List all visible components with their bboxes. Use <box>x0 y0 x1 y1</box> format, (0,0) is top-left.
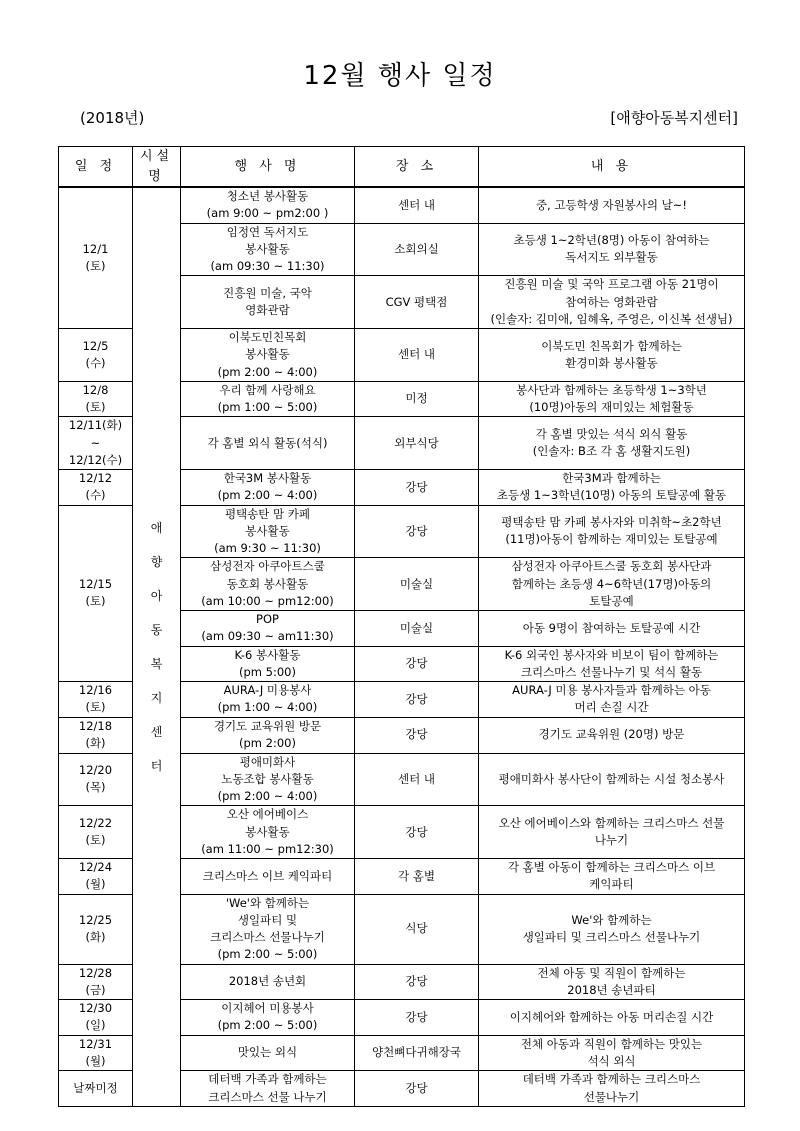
date-line: 12/15 <box>78 577 113 591</box>
place-cell: 센터 내 <box>355 329 479 382</box>
content-line: 석식 외식 <box>587 1053 636 1068</box>
event-line: (pm 2:00 ~ 5:00) <box>217 1018 318 1033</box>
date-line: 날짜미정 <box>73 1080 118 1095</box>
event-line: (am 09:30 ~ 11:30) <box>210 259 325 273</box>
event-line: (am 10:00 ~ pm12:00) <box>201 593 334 608</box>
date-line: (수) <box>85 355 106 370</box>
place-cell: 소회의실 <box>355 223 479 276</box>
date-line: 12/24 <box>78 860 113 874</box>
content-cell <box>479 417 745 470</box>
date-line: 12/30 <box>78 1001 113 1015</box>
event-line: POP <box>256 612 279 626</box>
event-cell <box>181 276 355 329</box>
date-line: (일) <box>85 1018 106 1033</box>
facility-char: 복 <box>150 657 163 671</box>
content-line: 케익파티 <box>589 877 634 892</box>
date-line: (월) <box>85 877 106 892</box>
event-line: 봉사활동 <box>245 824 290 839</box>
event-cell <box>181 964 355 1000</box>
content-line: 평애미화사 봉사단이 함께하는 시설 청소봉사 <box>498 771 725 786</box>
content-line: K-6 외국인 봉사자와 비보이 팀이 함께하는 <box>504 647 719 662</box>
event-cell <box>181 646 355 682</box>
event-line: 경기도 교육위원 방문 <box>213 718 322 733</box>
event-line: (pm 2:00) <box>239 736 296 750</box>
content-line: 선물나누기 <box>583 1089 640 1104</box>
content-line: 전체 아동 및 직원이 함께하는 <box>537 965 686 980</box>
date-cell <box>59 859 133 895</box>
place-cell: 강당 <box>355 505 479 558</box>
facility-char: 향 <box>150 555 163 569</box>
content-line: 봉사단과 함께하는 초등학생 1~3학년 <box>516 382 707 397</box>
event-line: 임정연 독서지도 <box>226 224 309 239</box>
event-line: (am 09:30 ~ am11:30) <box>201 629 334 644</box>
event-line: 우리 함께 사랑해요 <box>219 382 316 397</box>
content-line: (인솔자: B조 각 홈 생활지도원) <box>532 444 691 459</box>
content-cell <box>479 717 745 753</box>
content-cell <box>479 682 745 718</box>
date-line: 12/22 <box>78 815 113 830</box>
event-line: AURA-J 미용봉사 <box>223 683 312 697</box>
place-cell: 강당 <box>355 717 479 753</box>
date-line: 12/5 <box>82 338 109 353</box>
event-cell <box>181 417 355 470</box>
event-line: 봉사활동 <box>245 523 290 538</box>
date-cell <box>59 1071 133 1107</box>
date-line: 12/31 <box>78 1036 113 1051</box>
event-line: 진흥원 미술, 국악 <box>223 285 312 300</box>
place-cell: 식당 <box>355 894 479 964</box>
content-line: 삼성전자 아쿠아트스쿨 동호회 봉사단과 <box>511 559 712 574</box>
content-line: 한국3M과 함께하는 <box>562 471 661 485</box>
content-cell <box>479 470 745 506</box>
event-line: 봉사활동 <box>245 241 290 256</box>
content-line: 초등생 1~3학년(10명) 아동의 토탈공예 활동 <box>496 488 727 503</box>
content-line: 참여하는 영화관람 <box>565 294 658 309</box>
content-cell <box>479 806 745 859</box>
event-line: 이지헤어 미용봉사 <box>221 1001 314 1015</box>
content-line: 크리스마스 선물나누기 및 석식 활동 <box>520 664 703 679</box>
facility-char: 아 <box>150 589 163 603</box>
date-cell <box>59 187 133 329</box>
event-cell <box>181 859 355 895</box>
event-cell <box>181 329 355 382</box>
place-cell: 외부식당 <box>355 417 479 470</box>
place-cell: 강당 <box>355 470 479 506</box>
content-cell <box>479 223 745 276</box>
date-line: 12/1 <box>82 241 109 256</box>
event-line: 생일파티 및 <box>237 912 298 927</box>
place-cell: 센터 내 <box>355 187 479 223</box>
content-line: AURA-J 미용 봉사자들과 함께하는 아동 <box>512 683 711 697</box>
facility-char: 터 <box>150 759 163 773</box>
content-line: 진흥원 미술 및 국악 프로그램 아동 21명이 <box>504 277 719 292</box>
date-cell <box>59 894 133 964</box>
event-cell <box>181 558 355 611</box>
event-line: (pm 2:00 ~ 4:00) <box>217 364 318 379</box>
date-cell <box>59 717 133 753</box>
date-line: (화) <box>85 930 106 944</box>
event-cell <box>181 187 355 223</box>
header-place: 장 소 <box>355 147 479 188</box>
event-cell <box>181 611 355 647</box>
content-cell <box>479 1071 745 1107</box>
date-cell <box>59 806 133 859</box>
content-line: 각 홈별 아동이 함께하는 크리스마스 이브 <box>507 860 716 874</box>
event-cell <box>181 1035 355 1071</box>
date-line: 12/12 <box>78 471 113 485</box>
event-line: (am 11:00 ~ pm12:30) <box>201 841 334 856</box>
event-cell <box>181 753 355 806</box>
date-cell <box>59 381 133 417</box>
content-line: 이북도민 친목회가 함께하는 <box>541 338 682 353</box>
event-line: 2018년 송년회 <box>228 974 307 989</box>
place-cell: 미술실 <box>355 558 479 611</box>
event-line: 오산 에어베이스 <box>226 807 309 822</box>
facility-char: 애 <box>150 521 163 535</box>
event-line: 한국3M 봉사활동 <box>223 471 312 485</box>
date-line: 12/18 <box>78 718 113 733</box>
date-line: 12/8 <box>82 382 109 397</box>
event-cell <box>181 470 355 506</box>
content-cell <box>479 505 745 558</box>
place-cell: 강당 <box>355 682 479 718</box>
event-cell <box>181 894 355 964</box>
date-line: (월) <box>85 1053 106 1068</box>
content-line: 생일파티 및 크리스마스 선물나누기 <box>522 930 701 944</box>
content-cell <box>479 329 745 382</box>
content-line: 아동 9명이 참여하는 토탈공예 시간 <box>522 620 701 635</box>
event-line: (am 9:00 ~ pm2:00 ) <box>206 206 329 221</box>
event-line: 삼성전자 아쿠아트스쿨 <box>210 559 325 574</box>
date-line: (수) <box>85 488 106 503</box>
date-line: 12/11(화) <box>68 418 123 433</box>
date-cell <box>59 329 133 382</box>
content-line: 경기도 교육위원 (20명) 방문 <box>538 727 685 742</box>
date-line: (금) <box>85 982 106 997</box>
date-line: (토) <box>85 700 106 715</box>
event-line: 평택송탄 맘 카페 <box>224 506 311 521</box>
date-cell <box>59 470 133 506</box>
table-row <box>59 187 745 223</box>
content-cell <box>479 964 745 1000</box>
content-line: 평택송탄 맘 카페 봉사자와 미취학~초2학년 <box>501 515 722 530</box>
date-cell <box>59 505 133 682</box>
place-cell: 미정 <box>355 381 479 417</box>
event-line: (pm 1:00 ~ 5:00) <box>217 400 318 414</box>
event-line: 크리스마스 선물 나누기 <box>208 1089 327 1104</box>
date-cell <box>59 1035 133 1071</box>
event-line: (pm 1:00 ~ 4:00) <box>217 700 318 715</box>
place-cell: 양천뼈다귀해장국 <box>355 1035 479 1071</box>
header-facility: 시설명 <box>133 147 181 188</box>
content-line: 각 홈별 맛있는 석식 외식 활동 <box>535 426 688 441</box>
event-cell <box>181 223 355 276</box>
event-cell <box>181 682 355 718</box>
date-line: 12/12(수) <box>68 452 123 467</box>
date-line: (토) <box>85 400 106 414</box>
header-event: 행 사 명 <box>181 147 355 188</box>
content-cell <box>479 646 745 682</box>
content-line: 전체 아동과 직원이 함께하는 맛있는 <box>520 1036 703 1051</box>
place-cell: 강당 <box>355 1071 479 1107</box>
event-line: 노동조합 봉사활동 <box>221 771 314 786</box>
content-line: 나누기 <box>594 833 629 848</box>
event-line: (pm 2:00 ~ 5:00) <box>217 947 318 962</box>
content-line: 독서지도 외부활동 <box>565 250 658 265</box>
schedule-table <box>58 146 745 1107</box>
date-line: (토) <box>85 259 106 273</box>
content-line: (인솔자: 김미애, 임혜옥, 주영은, 이신복 선생님) <box>490 311 733 326</box>
date-line: (목) <box>85 780 106 795</box>
date-line: ~ <box>90 435 101 450</box>
event-line: 맛있는 외식 <box>237 1045 298 1060</box>
header-content: 내 용 <box>479 147 745 188</box>
content-cell <box>479 859 745 895</box>
date-cell <box>59 964 133 1000</box>
event-cell <box>181 806 355 859</box>
content-cell <box>479 276 745 329</box>
content-line: 초등생 1~2학년(8명) 아동이 참여하는 <box>513 233 710 248</box>
place-cell: 센터 내 <box>355 753 479 806</box>
event-line: (am 9:30 ~ 11:30) <box>214 541 321 555</box>
content-line: 머리 손질 시간 <box>574 700 649 715</box>
event-line: 크리스마스 이브 케익파티 <box>202 868 333 883</box>
content-line: (10명)아동의 재미있는 체험활동 <box>529 400 694 414</box>
date-cell <box>59 1000 133 1036</box>
page-title: 12월 행사 일정 <box>303 61 497 91</box>
event-line: 봉사활동 <box>245 347 290 362</box>
event-line: K-6 봉사활동 <box>234 647 301 662</box>
date-cell <box>59 753 133 806</box>
header-row <box>59 147 745 188</box>
content-cell <box>479 187 745 223</box>
content-line: 이지헤어와 함께하는 아동 머리손질 시간 <box>509 1009 714 1024</box>
event-line: 평애미화사 <box>239 754 296 769</box>
content-line: We'와 함께하는 <box>571 912 652 927</box>
content-cell <box>479 1000 745 1036</box>
event-cell <box>181 1000 355 1036</box>
date-cell <box>59 417 133 470</box>
header-date: 일 정 <box>59 147 133 188</box>
event-cell <box>181 381 355 417</box>
facility-cell <box>133 187 181 1107</box>
event-line: 데터백 가족과 함께하는 <box>208 1072 327 1087</box>
event-cell <box>181 505 355 558</box>
event-cell <box>181 717 355 753</box>
facility-char: 지 <box>150 691 163 705</box>
place-cell: 강당 <box>355 964 479 1000</box>
event-cell <box>181 1071 355 1107</box>
content-cell <box>479 611 745 647</box>
content-line: 토탈공예 <box>589 593 634 608</box>
event-line: 청소년 봉사활동 <box>226 189 309 203</box>
event-line: (pm 5:00) <box>239 664 296 679</box>
event-line: 각 홈별 외식 활동(석식) <box>207 435 328 450</box>
place-cell: CGV 평택점 <box>355 276 479 329</box>
place-cell: 각 홈별 <box>355 859 479 895</box>
content-line: 2018년 송년파티 <box>567 982 656 997</box>
event-line: (pm 2:00 ~ 4:00) <box>217 488 318 503</box>
event-line: 동호회 봉사활동 <box>226 576 309 591</box>
content-cell <box>479 558 745 611</box>
date-line: 12/25 <box>78 912 113 927</box>
year-label: (2018년) <box>80 109 145 127</box>
date-line: (토) <box>85 833 106 848</box>
content-line: 오산 에어베이스와 함께하는 크리스마스 선물 <box>498 815 725 830</box>
date-line: 12/28 <box>78 965 113 980</box>
place-cell: 강당 <box>355 646 479 682</box>
event-line: 'We'와 함께하는 <box>225 895 310 910</box>
organization-label: [애향아동복지센터] <box>610 109 738 127</box>
place-cell: 강당 <box>355 806 479 859</box>
content-cell <box>479 381 745 417</box>
content-cell <box>479 1035 745 1071</box>
content-line: 데터백 가족과 함께하는 크리스마스 <box>522 1072 701 1087</box>
event-line: (pm 2:00 ~ 4:00) <box>217 789 318 803</box>
content-line: 환경미화 봉사활동 <box>565 355 658 370</box>
content-line: (11명)아동이 함께하는 재미있는 토탈공예 <box>505 532 718 547</box>
place-cell: 미술실 <box>355 611 479 647</box>
event-line: 크리스마스 선물나누기 <box>210 930 325 944</box>
content-line: 함께하는 초등생 4~6학년(17명)아동의 <box>511 576 712 591</box>
date-line: 12/20 <box>78 763 113 778</box>
place-cell: 강당 <box>355 1000 479 1036</box>
date-line: (화) <box>85 736 106 750</box>
facility-char: 동 <box>150 623 163 637</box>
content-cell <box>479 894 745 964</box>
event-line: 영화관람 <box>245 303 290 318</box>
date-cell <box>59 682 133 718</box>
date-line: 12/16 <box>78 683 113 697</box>
event-line: 이북도민친목회 <box>228 330 307 344</box>
date-line: (토) <box>85 594 106 609</box>
content-line: 중, 고등학생 자원봉사의 날~! <box>535 197 688 212</box>
content-cell <box>479 753 745 806</box>
facility-char: 센 <box>150 725 163 739</box>
